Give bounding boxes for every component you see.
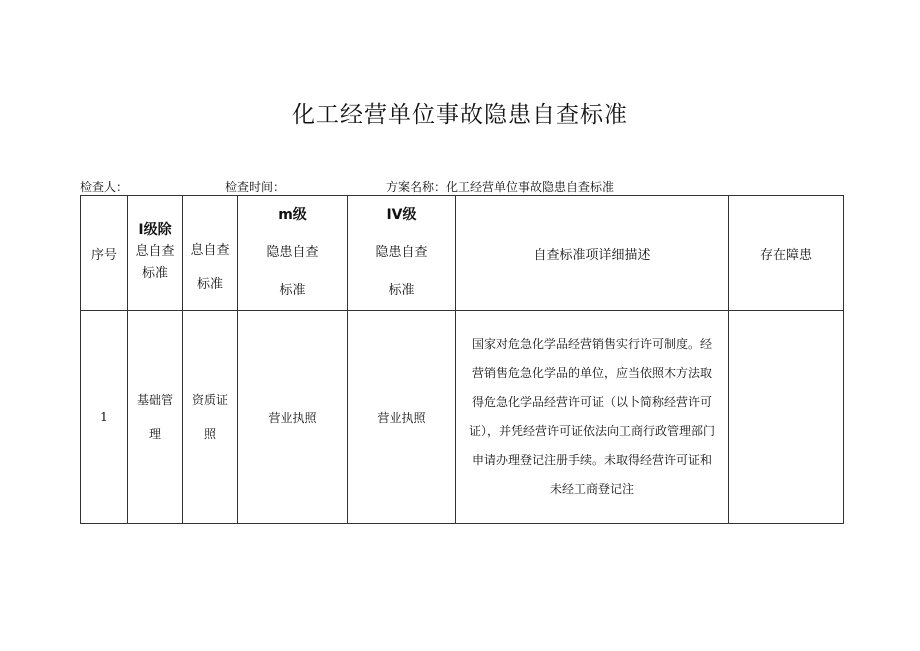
inspection-time-label: 检查时间： xyxy=(225,180,286,194)
header-detail: 自查标准项详细描述 xyxy=(456,196,729,311)
header-level1: I级除 息自查 标准 xyxy=(128,196,183,311)
cell-seq: 1 xyxy=(81,311,128,524)
table-header-row xyxy=(81,196,844,311)
plan-name-value: 化工经营单位事故隐患自查标准 xyxy=(446,180,615,194)
cell-hazard xyxy=(729,311,844,524)
header-level2: 息自查 标准 xyxy=(183,196,238,311)
header-level3: m级 隐患自查 标准 xyxy=(238,196,348,311)
header-hazard: 存在障患 xyxy=(729,196,844,311)
plan-name-label: 方案名称： xyxy=(386,180,447,194)
cell-level1: 基础管 理 xyxy=(128,311,183,524)
cell-level3: 营业执照 xyxy=(238,311,348,524)
cell-detail: 国家对危急化学品经营销售实行许可制度。经 营销售危急化学品的单位，应当依照木方法取 得危急化学品经营许可证（以卜简称经营许可 证），并凭经营许可证依法向工商行政管理部门 申请办理登记注册手续。未取得经营许可证和 未经工商登记注 xyxy=(456,311,729,524)
document-title: 化工经营单位事故隐患自查标准 xyxy=(292,102,628,128)
hazard-standard-table xyxy=(80,195,844,524)
table-row xyxy=(81,311,844,524)
cell-level2: 资质证 照 xyxy=(183,311,238,524)
inspector-label: 检查人： xyxy=(80,180,129,194)
plan-name-field xyxy=(386,178,614,195)
header-level4: IV级 隐患自查 标准 xyxy=(348,196,456,311)
cell-level4: 营业执照 xyxy=(348,311,456,524)
header-seq: 序号 xyxy=(81,196,128,311)
